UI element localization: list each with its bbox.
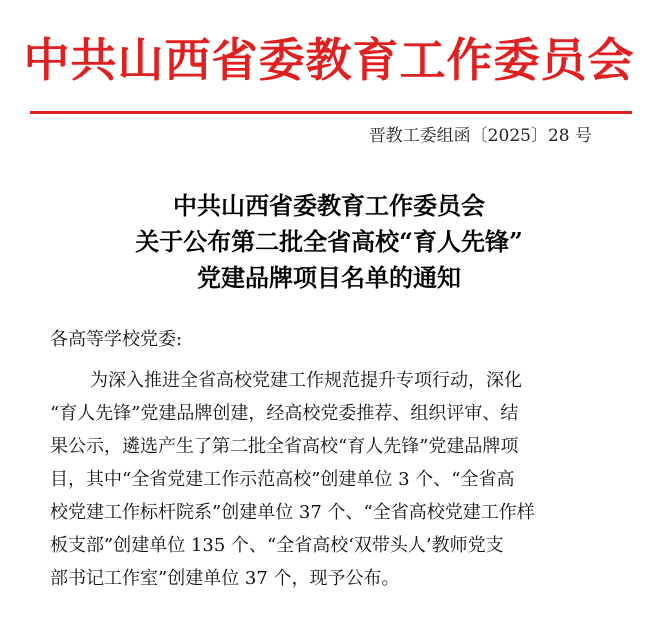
body-line: 校党建工作标杆院系”创建单位 37 个、“全省高校党建工作样 — [50, 502, 535, 523]
body-line: “育人先锋”党建品牌创建，经高校党委推荐、组织评审、结 — [50, 403, 519, 424]
title-line-1: 中共山西省委教育工作委员会 — [173, 191, 485, 220]
body-line: 目，其中“全省党建工作示范高校”创建单位 3 个、“全省高 — [50, 469, 515, 490]
masthead-red-rule — [30, 111, 632, 114]
body-line: 部书记工作室”创建单位 37 个，现予公布。 — [50, 568, 400, 589]
salutation: 各高等学校党委: — [50, 329, 183, 350]
body-line: 果公示，遴选产生了第二批全省高校“育人先锋”党建品牌项 — [50, 436, 519, 457]
title-line-2: 关于公布第二批全省高校“育人先锋” — [135, 227, 523, 256]
document-title — [0, 188, 658, 296]
body-line: 为深入推进全省高校党建工作规范提升专项行动，深化 — [90, 370, 522, 391]
body-line: 板支部”创建单位 135 个、“全省高校‘双带头人’教师党支 — [50, 535, 504, 556]
body-paragraph — [50, 364, 630, 595]
masthead-organization: 中共山西省委教育工作委员会 — [23, 33, 635, 87]
title-line-3: 党建品牌项目名单的通知 — [197, 263, 461, 292]
document-number: 晋教工委组函〔2025〕28 号 — [368, 126, 592, 146]
